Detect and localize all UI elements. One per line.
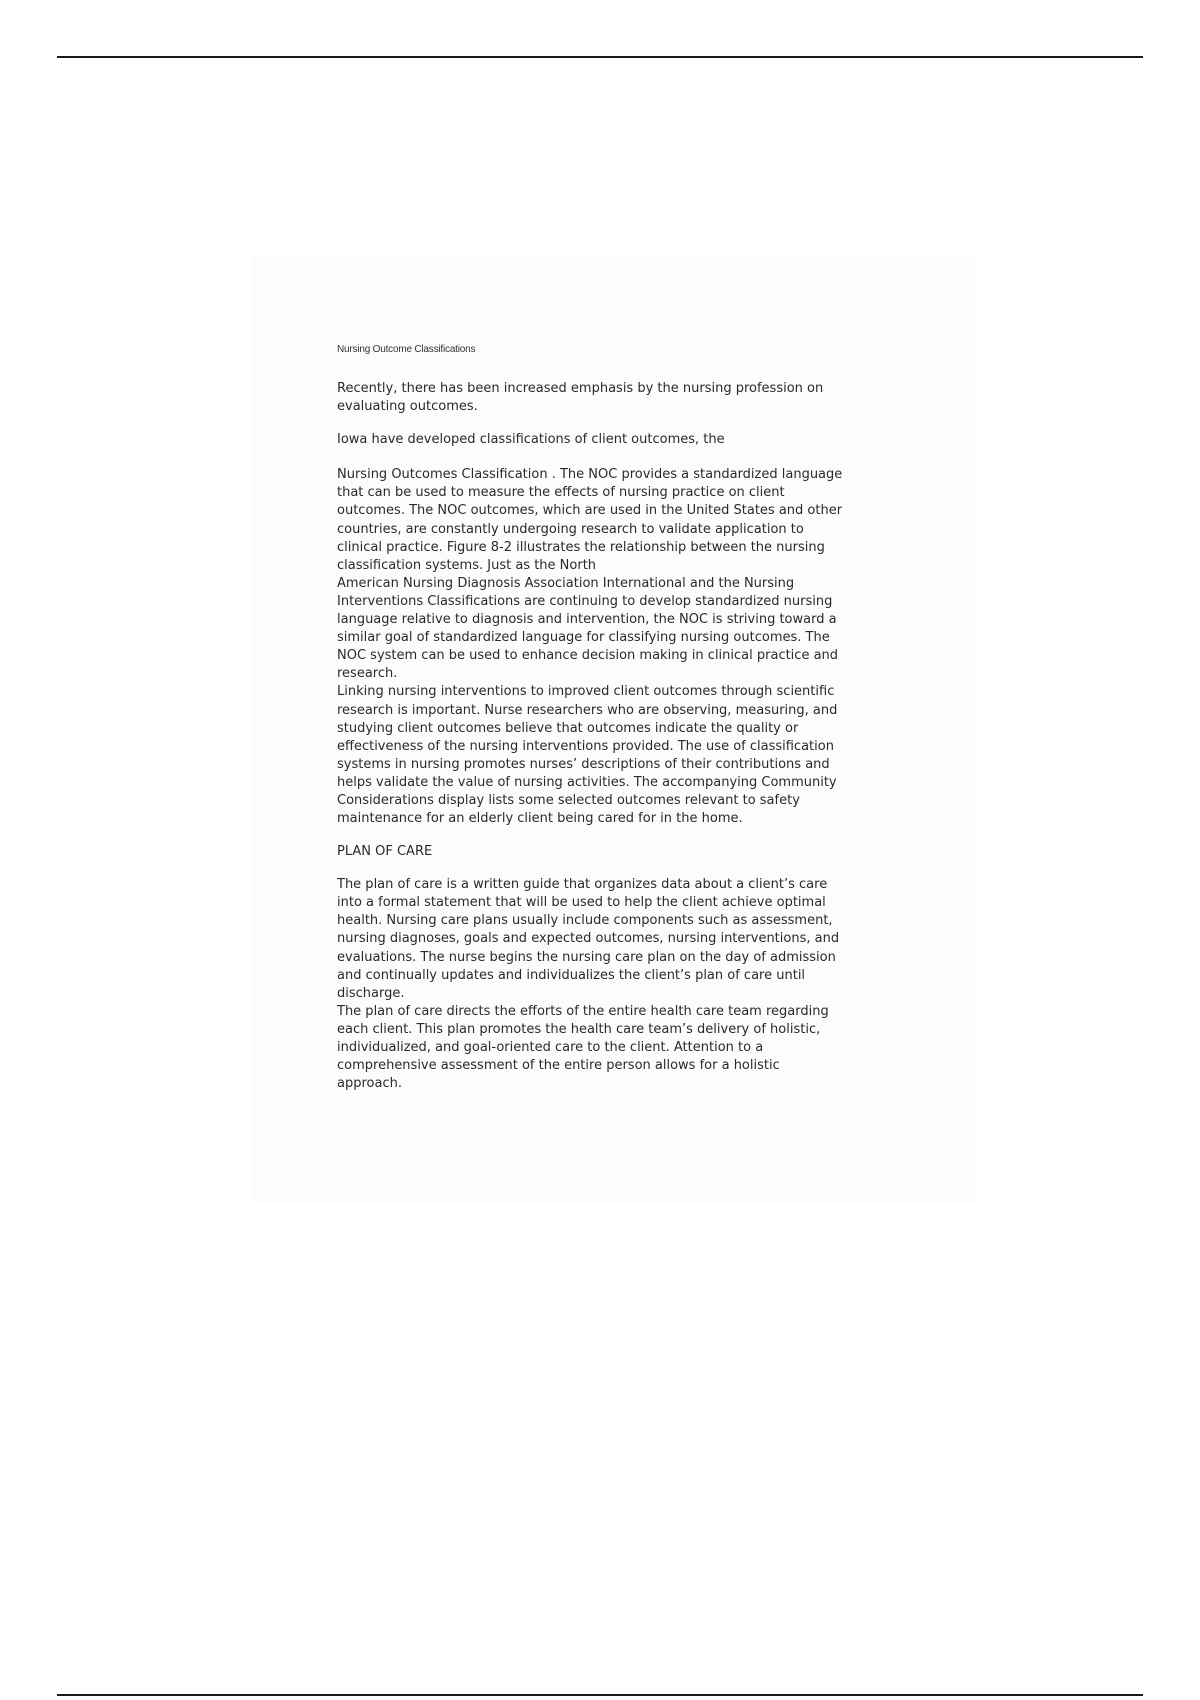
paragraph-nanda: American Nursing Diagnosis Association International and the Nursing Interventions Classifications are continuing to develop standardized nursing language relative to diagnosis and intervention, the NOC is striving toward a similar goal of standardized language for classifying nursing outcomes. The NOC system can be used to enhance decision making in clinical practice and research. (337, 575, 839, 682)
paragraph-intro: Recently, there has been increased emphasis by the nursing profession on evaluating outcomes. (337, 381, 824, 415)
paragraph-linking: Linking nursing interventions to improved client outcomes through scientific research is important. Nurse researchers who are observing, measuring, and studying client outcomes believe that outcomes indicate the quality or effectiveness of the nursing interventions provided. The use of classification systems in nursing promotes nurses’ descriptions of their contributions and helps validate the value of nursing activities. The accompanying Community Considerations display lists some selected outcomes relevant to safety maintenance for an elderly client being cared for in the home. (337, 684, 838, 827)
paragraph-care-team: The plan of care directs the efforts of the entire health care team regarding each client. This plan promotes the health care team’s delivery of holistic, individualized, and goal-oriented care to the client. Attention to a comprehensive assessment of the entire person allows for a holistic approach. (337, 1003, 829, 1092)
top-divider (57, 56, 1143, 58)
document-content (337, 343, 917, 1093)
document-title: Nursing Outcome Classifications (337, 344, 476, 355)
paragraph-plan-of-care: The plan of care is a written guide that organizes data about a client’s care into a formal statement that will be used to help the client achieve optimal health. Nursing care plans usually include components such as assessment, nursing diagnoses, goals and expected outcomes, nursing interventions, and evaluations. The nurse begins the nursing care plan on the day of admission and continually updates and individualizes the client’s plan of care until discharge. (337, 877, 840, 1001)
section-heading-plan-of-care: PLAN OF CARE (337, 844, 433, 860)
spacer (337, 416, 917, 431)
paragraph-noc: Nursing Outcomes Classification . The NOC provides a standardized language that can be used to measure the effects of nursing practice on client outcomes. The NOC outcomes, which are used in the United States and other countries, are constantly undergoing research to validate application to clinical practice. Figure 8-2 illustrates the relationship between the nursing classification systems. Just as the North (337, 467, 843, 573)
bottom-divider (57, 1694, 1143, 1696)
spacer (337, 828, 917, 843)
paragraph-iowa: Iowa have developed classifications of client outcomes, the (337, 432, 725, 448)
spacer (337, 449, 917, 466)
spacer (337, 861, 917, 876)
